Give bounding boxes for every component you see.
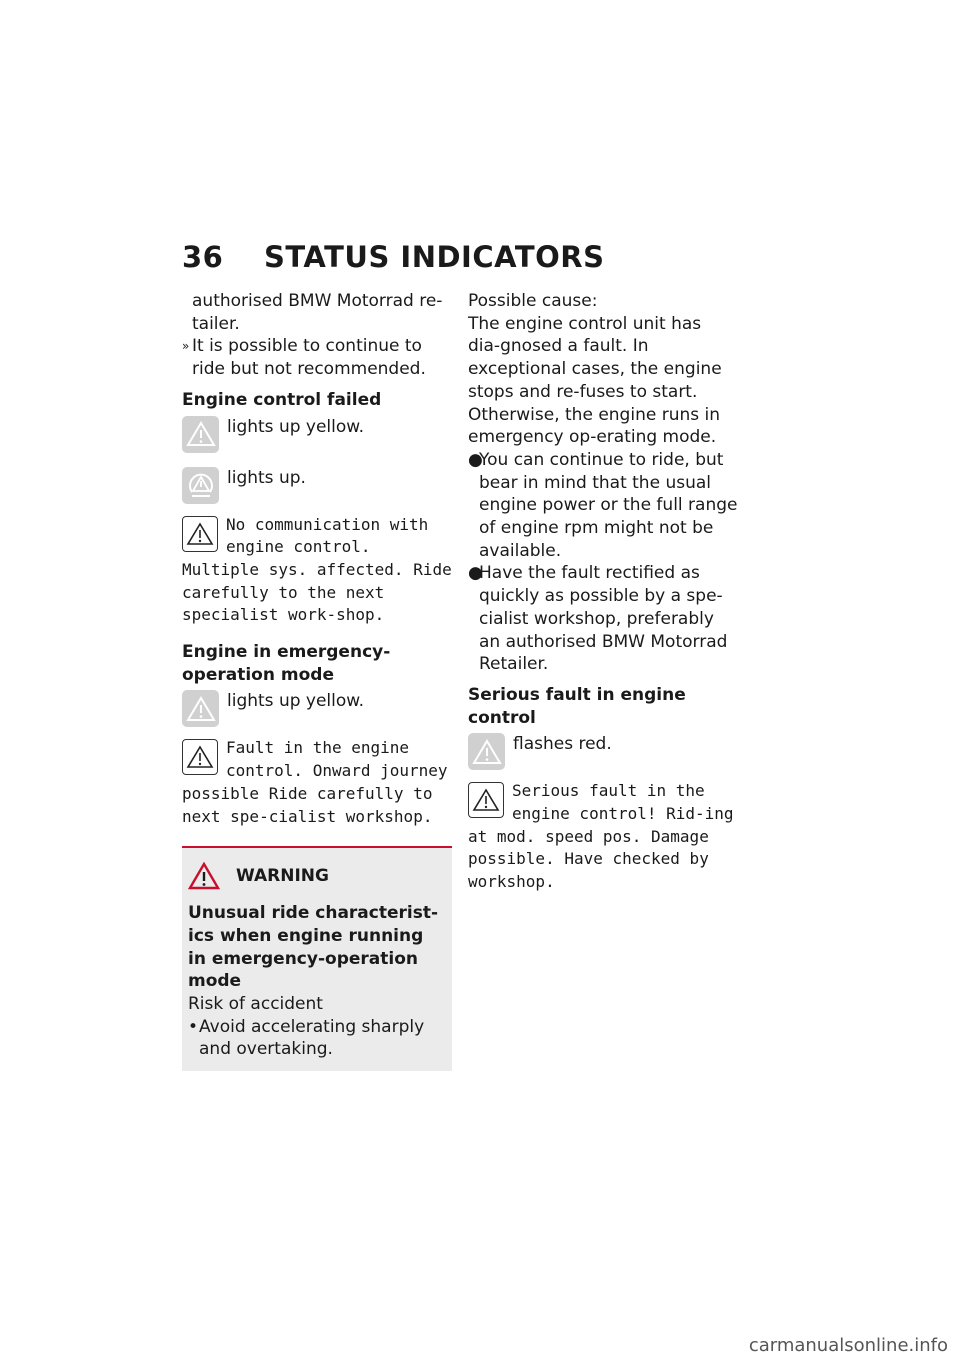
indicator-text: lights up yellow. — [227, 416, 365, 437]
warning-title — [188, 862, 444, 890]
section-heading-serious-fault: Serious fault in engine control — [468, 684, 686, 728]
indicator-text: lights up yellow. — [227, 691, 365, 712]
warning-item — [188, 1016, 444, 1061]
warning-outline-icon — [182, 516, 218, 552]
intro-result-text: It is possible to continue to ride but not recommended. — [192, 336, 426, 380]
warning-triangle-icon — [182, 690, 219, 727]
warning-item-text: Avoid accelerating sharply and overtaking. — [199, 1016, 425, 1060]
section-heading-emergency-mode: Engine in emergency-operation mode — [182, 642, 391, 685]
warning-triangle-icon — [188, 862, 220, 890]
page-number: 36 — [182, 240, 224, 274]
warning-outline-icon — [468, 782, 504, 818]
intro-result-item — [182, 335, 452, 380]
intro-continuation: authorised BMW Motorrad re- tailer. — [192, 291, 443, 334]
cause-text: The engine control unit has dia-gnosed a fault. In exceptional cases, the engine stops and re-fuses to start. Otherwise, the engine runs in emergency op-erating mode. — [468, 313, 722, 448]
indicator-text: flashes red. — [513, 734, 612, 755]
engine-warning-icon — [182, 467, 219, 504]
warning-triangle-icon — [468, 733, 505, 770]
warning-triangle-icon — [182, 416, 219, 453]
indicator-row — [468, 733, 738, 770]
bullet-icon: ● — [468, 449, 483, 470]
indicator-row — [182, 416, 452, 453]
warning-box — [182, 846, 452, 1071]
list-item — [468, 449, 738, 563]
page-title: STATUS INDICATORS — [264, 240, 605, 274]
indicator-row — [182, 467, 452, 504]
result-arrow-icon: » — [182, 339, 190, 354]
tft-message — [182, 514, 452, 628]
tft-message-text: No communication with engine control. Multiple sys. affected. Ride carefully to the next specialist work-shop. — [182, 514, 452, 625]
warning-title-text: WARNING — [236, 866, 329, 887]
left-column — [182, 290, 452, 1071]
indicator-text: lights up. — [227, 467, 306, 488]
warning-text: Risk of accident — [188, 994, 323, 1015]
warning-heading: Unusual ride characterist-ics when engine running in emergency-operation mode — [188, 903, 439, 992]
indicator-row — [182, 690, 452, 727]
watermark: carmanualsonline.info — [748, 1335, 948, 1356]
tft-message — [468, 780, 738, 894]
bullet-icon: • — [188, 1016, 199, 1037]
cause-label: Possible cause: — [468, 291, 598, 311]
right-column — [468, 290, 738, 894]
list-item — [468, 562, 738, 676]
section-heading-engine-control-failed: Engine control failed — [182, 389, 382, 410]
list-item-text: Have the fault rectified as quickly as possible by a spe-cialist workshop, preferably an authorised BMW Motorrad Retailer. — [479, 563, 728, 675]
tft-message — [182, 737, 452, 828]
list-item-text: You can continue to ride, but bear in mind that the usual engine power or the full range of engine rpm might not be available. — [479, 449, 738, 561]
bullet-icon: ● — [468, 563, 483, 584]
tft-message-text: Fault in the engine control. Onward journey possible Ride carefully to next spe-cialist workshop. — [182, 738, 448, 826]
warning-outline-icon — [182, 739, 218, 775]
page-header — [182, 240, 604, 274]
tft-message-text: Serious fault in the engine control! Rid-ing at mod. speed pos. Damage possible. Have checked by workshop. — [468, 781, 734, 892]
